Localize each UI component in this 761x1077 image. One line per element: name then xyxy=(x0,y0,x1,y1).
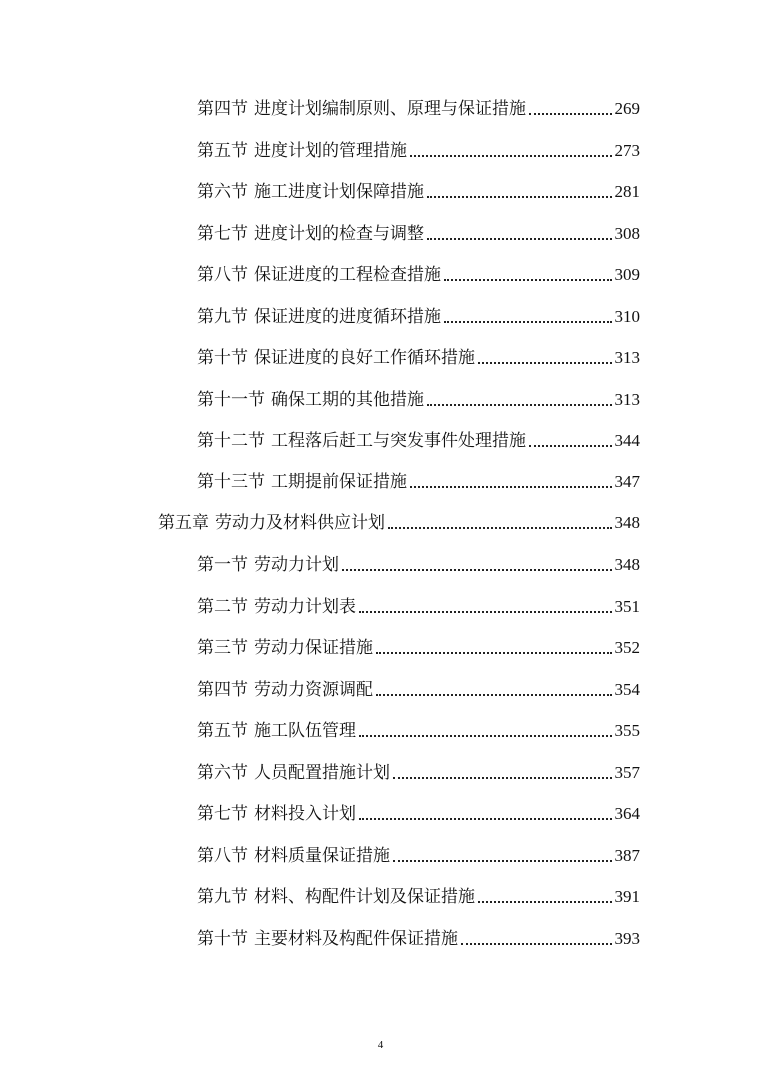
section-title: 保证进度的进度循环措施 xyxy=(254,307,441,327)
section-number: 第五节 xyxy=(197,721,248,741)
section-number: 第四节 xyxy=(197,680,248,700)
section-number: 第四节 xyxy=(197,99,248,119)
toc-entry[interactable] xyxy=(197,260,640,290)
section-title: 劳动力资源调配 xyxy=(254,680,373,700)
toc-entry[interactable] xyxy=(197,924,640,954)
section-title: 工期提前保证措施 xyxy=(271,472,407,492)
section-number: 第二节 xyxy=(197,597,248,617)
toc-entry[interactable] xyxy=(197,94,640,124)
dot-leader xyxy=(359,611,612,613)
section-number: 第八节 xyxy=(197,846,248,866)
dot-leader xyxy=(529,113,612,115)
page-ref: 347 xyxy=(614,472,640,491)
section-title: 保证进度的良好工作循环措施 xyxy=(254,348,475,368)
dot-leader xyxy=(393,860,612,862)
page-ref: 352 xyxy=(614,638,640,657)
section-title: 劳动力计划表 xyxy=(254,597,356,617)
section-number: 第七节 xyxy=(197,224,248,244)
toc-entry[interactable] xyxy=(197,343,640,373)
dot-leader xyxy=(388,527,612,529)
page-ref: 391 xyxy=(614,887,640,906)
section-title: 确保工期的其他措施 xyxy=(271,390,424,410)
section-title: 施工进度计划保障措施 xyxy=(254,182,424,202)
dot-leader xyxy=(427,238,612,240)
page-ref: 309 xyxy=(614,265,640,284)
page-ref: 273 xyxy=(614,141,640,160)
dot-leader xyxy=(444,279,612,281)
page-ref: 308 xyxy=(614,224,640,243)
page-number: 4 xyxy=(377,1039,384,1051)
dot-leader xyxy=(376,652,612,654)
page-ref: 310 xyxy=(614,307,640,326)
toc-entry[interactable] xyxy=(197,177,640,207)
section-number: 第一节 xyxy=(197,555,248,575)
page-ref: 357 xyxy=(614,763,640,782)
page-ref: 393 xyxy=(614,929,640,948)
page-ref: 348 xyxy=(614,555,640,574)
page-ref: 313 xyxy=(614,390,640,409)
section-number: 第九节 xyxy=(197,887,248,907)
page-ref: 269 xyxy=(614,99,640,118)
section-title: 施工队伍管理 xyxy=(254,721,356,741)
section-number: 第十三节 xyxy=(197,472,265,492)
page-ref: 354 xyxy=(614,680,640,699)
section-number: 第八节 xyxy=(197,265,248,285)
section-number: 第十二节 xyxy=(197,431,265,451)
toc-entry[interactable] xyxy=(197,302,640,332)
toc-chapter-entry[interactable] xyxy=(158,508,640,538)
section-title: 工程落后赶工与突发事件处理措施 xyxy=(271,431,526,451)
section-number: 第三节 xyxy=(197,638,248,658)
toc-entry[interactable] xyxy=(197,633,640,663)
section-title: 主要材料及构配件保证措施 xyxy=(254,929,458,949)
page-ref: 344 xyxy=(614,431,640,450)
section-number: 第十节 xyxy=(197,929,248,949)
dot-leader xyxy=(359,735,612,737)
dot-leader xyxy=(410,486,612,488)
toc-entry[interactable] xyxy=(197,675,640,705)
dot-leader xyxy=(376,694,612,696)
dot-leader xyxy=(410,155,612,157)
dot-leader xyxy=(342,569,612,571)
page-ref: 351 xyxy=(614,597,640,616)
section-title: 材料投入计划 xyxy=(254,804,356,824)
dot-leader xyxy=(478,362,612,364)
section-number: 第九节 xyxy=(197,307,248,327)
section-title: 进度计划的管理措施 xyxy=(254,141,407,161)
toc-entry[interactable] xyxy=(197,799,640,829)
dot-leader xyxy=(393,777,612,779)
dot-leader xyxy=(359,818,612,820)
toc-entry[interactable] xyxy=(197,426,640,456)
section-title: 进度计划的检查与调整 xyxy=(254,224,424,244)
section-number: 第六节 xyxy=(197,763,248,783)
section-number: 第十节 xyxy=(197,348,248,368)
toc-entry[interactable] xyxy=(197,385,640,415)
section-number: 第十一节 xyxy=(197,390,265,410)
section-title: 保证进度的工程检查措施 xyxy=(254,265,441,285)
page-ref: 355 xyxy=(614,721,640,740)
page-ref: 364 xyxy=(614,804,640,823)
page-ref: 281 xyxy=(614,182,640,201)
section-number: 第七节 xyxy=(197,804,248,824)
dot-leader xyxy=(427,196,612,198)
section-title: 材料质量保证措施 xyxy=(254,846,390,866)
toc-entry[interactable] xyxy=(197,592,640,622)
toc-entry[interactable] xyxy=(197,467,640,497)
section-title: 人员配置措施计划 xyxy=(254,763,390,783)
toc-entry[interactable] xyxy=(197,550,640,580)
toc-entry[interactable] xyxy=(197,882,640,912)
dot-leader xyxy=(529,445,612,447)
section-title: 劳动力计划 xyxy=(254,555,339,575)
dot-leader xyxy=(444,321,612,323)
section-number: 第六节 xyxy=(197,182,248,202)
toc-entry[interactable] xyxy=(197,136,640,166)
dot-leader xyxy=(478,901,612,903)
section-number: 第五节 xyxy=(197,141,248,161)
page-ref: 313 xyxy=(614,348,640,367)
section-title: 劳动力保证措施 xyxy=(254,638,373,658)
page-ref: 387 xyxy=(614,846,640,865)
section-title: 材料、构配件计划及保证措施 xyxy=(254,887,475,907)
page-ref: 348 xyxy=(614,513,640,532)
toc-entry[interactable] xyxy=(197,758,640,788)
toc-entry[interactable] xyxy=(197,716,640,746)
toc-entry[interactable] xyxy=(197,841,640,871)
dot-leader xyxy=(461,943,612,945)
dot-leader xyxy=(427,404,612,406)
chapter-title: 劳动力及材料供应计划 xyxy=(215,513,385,533)
section-title: 进度计划编制原则、原理与保证措施 xyxy=(254,99,526,119)
toc-entry[interactable] xyxy=(197,219,640,249)
chapter-number: 第五章 xyxy=(158,513,209,533)
